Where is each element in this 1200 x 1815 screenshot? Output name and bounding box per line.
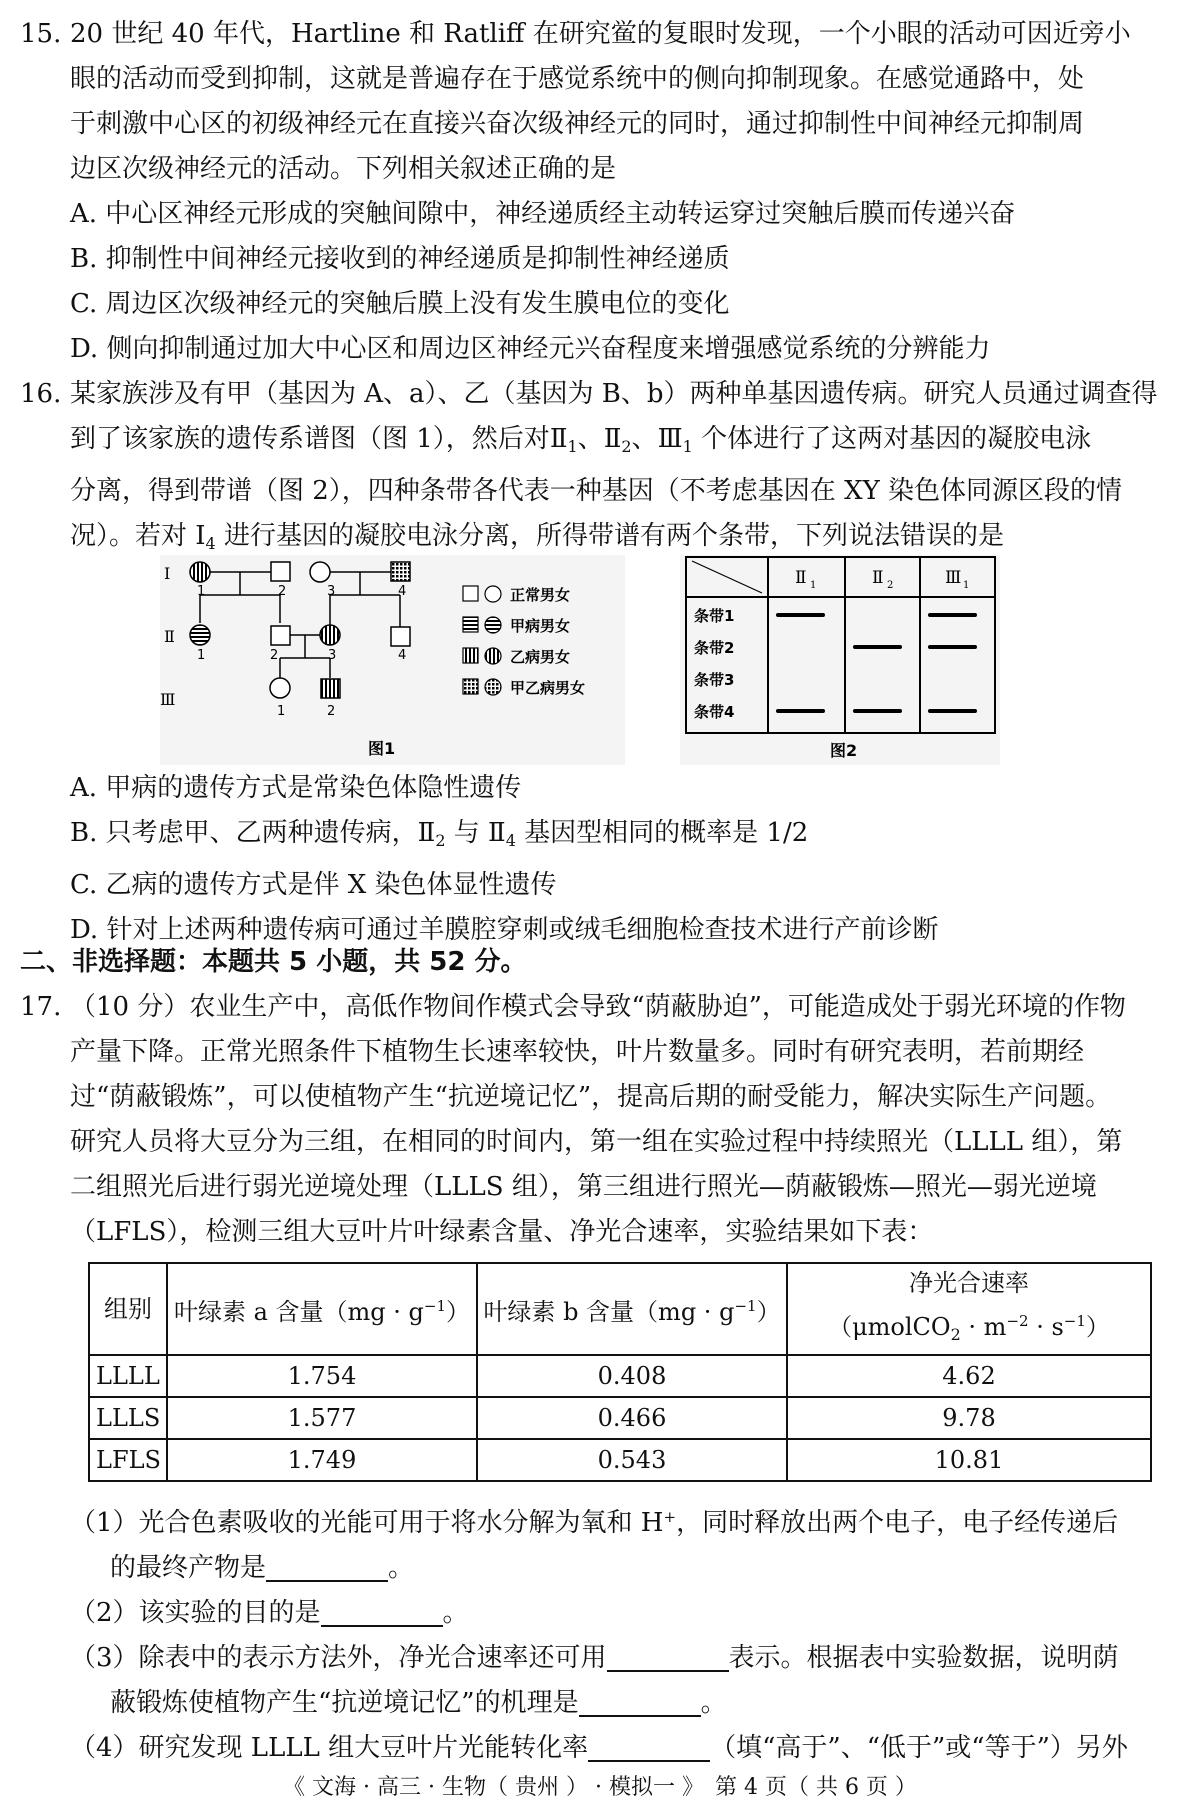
subscript: 2 bbox=[435, 831, 446, 850]
pedigree-III2 bbox=[321, 679, 340, 698]
table-row bbox=[89, 1439, 1151, 1481]
pedigree-II2 bbox=[271, 626, 290, 645]
person-number: 3 bbox=[328, 648, 337, 663]
subscript: 4 bbox=[505, 831, 516, 850]
stem-text: 个体进行了这两对基因的凝胶电泳 bbox=[692, 424, 1092, 454]
table-row bbox=[89, 1397, 1151, 1439]
col-sub: 1 bbox=[963, 580, 970, 591]
roman-numeral: Ⅱ bbox=[488, 818, 506, 848]
pedigree-I1 bbox=[190, 562, 210, 582]
header-text: ） bbox=[756, 1298, 781, 1326]
header-text: ） bbox=[446, 1298, 471, 1326]
stem-line: 某家族涉及有甲（基因为 A、a）、乙（基因为 B、b）两种单基因遗传病。研究人员通过调查得 bbox=[70, 379, 1158, 409]
answer-blank-4[interactable] bbox=[588, 1730, 710, 1762]
answer-blank-3b[interactable] bbox=[579, 1685, 701, 1717]
header-unit bbox=[792, 1302, 1146, 1354]
sub-text: 表示。根据表中实验数据，说明荫 bbox=[728, 1643, 1119, 1673]
cell-chl-b: 0.408 bbox=[477, 1355, 787, 1397]
stem-text: 进行基因的凝胶电泳分离，所得带谱有两个条带，下列说法错误的是 bbox=[215, 521, 1004, 551]
option-d: D. 针对上述两种遗传病可通过羊膜腔穿刺或绒毛细胞检查技术进行产前诊断 bbox=[70, 915, 939, 945]
roman-numeral: Ⅲ bbox=[657, 424, 683, 454]
unit-text: · s bbox=[1028, 1313, 1064, 1341]
separator: 、 bbox=[577, 424, 604, 454]
stem-line: 20 世纪 40 年代，Hartline 和 Ratliff 在研究鲎的复眼时发现，一个小眼的活动可因近旁小 bbox=[70, 19, 1131, 49]
sub-text: （1）光合色素吸收的光能可用于将水分解为氧和 H bbox=[70, 1508, 664, 1538]
answer-blank-3a[interactable] bbox=[607, 1640, 729, 1672]
option-text: 与 bbox=[445, 818, 489, 848]
cell-group: LLLL bbox=[89, 1355, 167, 1397]
question-number: 17. bbox=[20, 992, 62, 1022]
stem-text: 况）。若对 bbox=[70, 521, 196, 551]
separator: 、 bbox=[631, 424, 658, 454]
subquestion-4 bbox=[70, 1726, 1180, 1771]
person-number: 2 bbox=[270, 648, 279, 663]
stem-line: （10 分）农业生产中，高低作物间作模式会导致“荫蔽胁迫”，可能造成处于弱光环境的作物 bbox=[70, 992, 1126, 1022]
pedigree-II3 bbox=[320, 625, 340, 645]
stem-line: 过“荫蔽锻炼”，可以使植物产生“抗逆境记忆”，提高后期的耐受能力，解决实际生产问题。 bbox=[70, 1082, 1112, 1112]
figure-2-caption: 图2 bbox=[830, 741, 858, 760]
sub-text: （3）除表中的表示方法外，净光合速率还可用 bbox=[70, 1643, 607, 1673]
pedigree-III1 bbox=[270, 678, 290, 698]
cell-rate: 4.62 bbox=[787, 1355, 1151, 1397]
question-16 bbox=[20, 372, 1180, 566]
option-c: C. 周边区次级神经元的突触后膜上没有发生膜电位的变化 bbox=[70, 289, 730, 319]
person-number: 3 bbox=[327, 584, 336, 599]
person-number: 1 bbox=[197, 584, 206, 599]
sub-text: 。 bbox=[388, 1553, 415, 1583]
superscript: −1 bbox=[734, 1297, 757, 1315]
header-text: 叶绿素 a 含量（mg · g bbox=[173, 1298, 424, 1326]
unit-text: · m bbox=[960, 1313, 1007, 1341]
pedigree-I4 bbox=[391, 562, 410, 581]
cell-chl-a: 1.749 bbox=[167, 1439, 477, 1481]
band-row-label: 条带2 bbox=[694, 639, 735, 657]
roman-numeral: Ⅱ bbox=[549, 424, 568, 454]
legend-normal: 正常男女 bbox=[510, 586, 571, 604]
cell-chl-a: 1.754 bbox=[167, 1355, 477, 1397]
col-sub: 2 bbox=[887, 580, 894, 591]
col-header: Ⅱ bbox=[872, 568, 884, 588]
legend-disease-b: 乙病男女 bbox=[510, 648, 571, 666]
subquestion-line bbox=[70, 1495, 1180, 1546]
band-row-label: 条带4 bbox=[694, 703, 735, 721]
table-header-row bbox=[89, 1263, 1151, 1355]
option-b bbox=[70, 811, 1180, 863]
superscript: −1 bbox=[1063, 1312, 1086, 1330]
gen-label-II: Ⅱ bbox=[164, 627, 175, 646]
person-number: 1 bbox=[277, 704, 286, 719]
question-number: 16. bbox=[20, 379, 62, 409]
band-row-label: 条带1 bbox=[694, 607, 735, 625]
stem-line: 边区次级神经元的活动。下列相关叙述正确的是 bbox=[70, 154, 617, 184]
subscript: 2 bbox=[950, 1325, 961, 1344]
legend-disease-a: 甲病男女 bbox=[510, 617, 571, 635]
person-number: 4 bbox=[398, 584, 407, 599]
subquestion-2 bbox=[70, 1591, 1180, 1636]
roman-numeral: Ⅰ bbox=[195, 521, 206, 551]
results-table bbox=[88, 1262, 1152, 1482]
subscript: 1 bbox=[682, 437, 693, 456]
header-text: 净光合速率 bbox=[909, 1269, 1029, 1297]
header-chl-b bbox=[477, 1263, 787, 1355]
gen-label-III: Ⅲ bbox=[160, 690, 176, 709]
sub-text: 。 bbox=[442, 1598, 469, 1628]
stem-line: 分离，得到带谱（图 2），四种条带各代表一种基因（不考虑基因在 XY 染色体同源区段的情 bbox=[70, 476, 1123, 506]
stem-text: 到了该家族的遗传系谱图（图 1），然后对 bbox=[70, 424, 550, 454]
answer-blank-2[interactable] bbox=[321, 1595, 443, 1627]
stem-line: 产量下降。正常光照条件下植物生长速率较快，叶片数量多。同时有研究表明，若前期经 bbox=[70, 1037, 1085, 1067]
unit-text: （μmolCO bbox=[828, 1313, 951, 1341]
sub-text: （4）研究发现 LLLL 组大豆叶片光能转化率 bbox=[70, 1733, 589, 1763]
sub-text: （填“高于”、“低于”或“等于”）另外 bbox=[710, 1733, 1128, 1763]
stem-line: （LFLS），检测三组大豆叶片叶绿素含量、净光合速率，实验结果如下表： bbox=[70, 1217, 934, 1247]
question-15 bbox=[20, 12, 1180, 372]
superscript: −2 bbox=[1006, 1312, 1029, 1330]
pedigree-I2 bbox=[271, 562, 290, 581]
person-number: 1 bbox=[197, 648, 206, 663]
col-header: Ⅲ bbox=[945, 568, 962, 588]
cell-chl-a: 1.577 bbox=[167, 1397, 477, 1439]
subquestion-line bbox=[110, 1546, 1180, 1591]
pedigree-I3 bbox=[310, 562, 330, 582]
sub-text: ，同时释放出两个电子，电子经传递后 bbox=[676, 1508, 1119, 1538]
header-text: 叶绿素 b 含量（mg · g bbox=[483, 1298, 735, 1326]
roman-numeral: Ⅱ bbox=[603, 424, 622, 454]
person-number: 2 bbox=[278, 584, 287, 599]
header-chl-a bbox=[167, 1263, 477, 1355]
pedigree-figure bbox=[160, 555, 625, 765]
subquestion-1 bbox=[70, 1495, 1180, 1591]
option-c: C. 乙病的遗传方式是伴 X 染色体显性遗传 bbox=[70, 870, 557, 900]
pedigree-II1 bbox=[190, 625, 210, 645]
stem-line: 眼的活动而受到抑制，这就是普遍存在于感觉系统中的侧向抑制现象。在感觉通路中，处 bbox=[70, 64, 1085, 94]
stem-line: 于刺激中心区的初级神经元在直接兴奋次级神经元的同时，通过抑制性中间神经元抑制周 bbox=[70, 109, 1085, 139]
subquestion-3 bbox=[70, 1636, 1180, 1726]
subscript: 2 bbox=[621, 437, 632, 456]
sub-text: 蔽锻炼使植物产生“抗逆境记忆”的机理是 bbox=[110, 1688, 579, 1718]
header-group: 组别 bbox=[89, 1263, 167, 1355]
cell-rate: 10.81 bbox=[787, 1439, 1151, 1481]
section-heading: 二、非选择题：本题共 5 小题，共 52 分。 bbox=[20, 947, 527, 977]
gen-label-I: Ⅰ bbox=[164, 564, 171, 583]
cell-chl-b: 0.543 bbox=[477, 1439, 787, 1481]
subscript: 4 bbox=[205, 534, 216, 553]
page-footer: 《 文海 · 高三 · 生物（ 贵州 ） · 模拟一 》 第 4 页（ 共 6 页 ） bbox=[283, 1775, 917, 1800]
stem-line: 研究人员将大豆分为三组，在相同的时间内，第一组在实验过程中持续照光（LLLL 组），第 bbox=[70, 1127, 1123, 1157]
question-17-subquestions bbox=[20, 1495, 1180, 1771]
cell-rate: 9.78 bbox=[787, 1397, 1151, 1439]
cell-chl-b: 0.466 bbox=[477, 1397, 787, 1439]
col-sub: 1 bbox=[810, 580, 817, 591]
option-a: A. 甲病的遗传方式是常染色体隐性遗传 bbox=[70, 773, 522, 803]
col-header: Ⅱ bbox=[795, 568, 807, 588]
stem-line bbox=[70, 417, 1180, 469]
option-a: A. 中心区神经元形成的突触间隙中，神经递质经主动转运穿过突触后膜而传递兴奋 bbox=[70, 199, 1016, 229]
sub-text: 的最终产物是 bbox=[110, 1553, 267, 1583]
table-row bbox=[89, 1355, 1151, 1397]
legend-both: 甲乙病男女 bbox=[510, 679, 586, 697]
subscript: 1 bbox=[567, 437, 578, 456]
subquestion-line bbox=[70, 1636, 1180, 1681]
superscript: −1 bbox=[423, 1297, 447, 1315]
stem-line: 二组照光后进行弱光逆境处理（LLLS 组），第三组进行照光—荫蔽锻炼—照光—弱光逆境 bbox=[70, 1172, 1097, 1202]
sub-text: 。 bbox=[700, 1688, 727, 1718]
cell-group: LFLS bbox=[89, 1439, 167, 1481]
question-number: 15. bbox=[20, 19, 62, 49]
question-16-options bbox=[20, 766, 1180, 953]
pedigree-II4 bbox=[391, 627, 410, 646]
band-row-label: 条带3 bbox=[694, 671, 735, 689]
roman-numeral: Ⅱ bbox=[417, 818, 436, 848]
answer-blank-1[interactable] bbox=[266, 1550, 388, 1582]
gel-band-figure bbox=[680, 555, 1000, 765]
subquestion-line bbox=[110, 1681, 1180, 1726]
question-17 bbox=[20, 985, 1180, 1255]
person-number: 2 bbox=[327, 704, 336, 719]
option-text: 基因型相同的概率是 1/2 bbox=[515, 818, 809, 848]
header-rate bbox=[787, 1263, 1151, 1355]
option-text: B. 只考虑甲、乙两种遗传病， bbox=[70, 818, 418, 848]
superscript: + bbox=[663, 1508, 677, 1526]
sub-text: （2）该实验的目的是 bbox=[70, 1598, 321, 1628]
person-number: 4 bbox=[398, 648, 407, 663]
cell-group: LLLS bbox=[89, 1397, 167, 1439]
figure-1-caption: 图1 bbox=[368, 739, 396, 758]
option-d: D. 侧向抑制通过加大中心区和周边区神经元兴奋程度来增强感觉系统的分辨能力 bbox=[70, 334, 991, 364]
unit-text: ） bbox=[1085, 1313, 1110, 1341]
option-b: B. 抑制性中间神经元接收到的神经递质是抑制性神经递质 bbox=[70, 244, 730, 274]
